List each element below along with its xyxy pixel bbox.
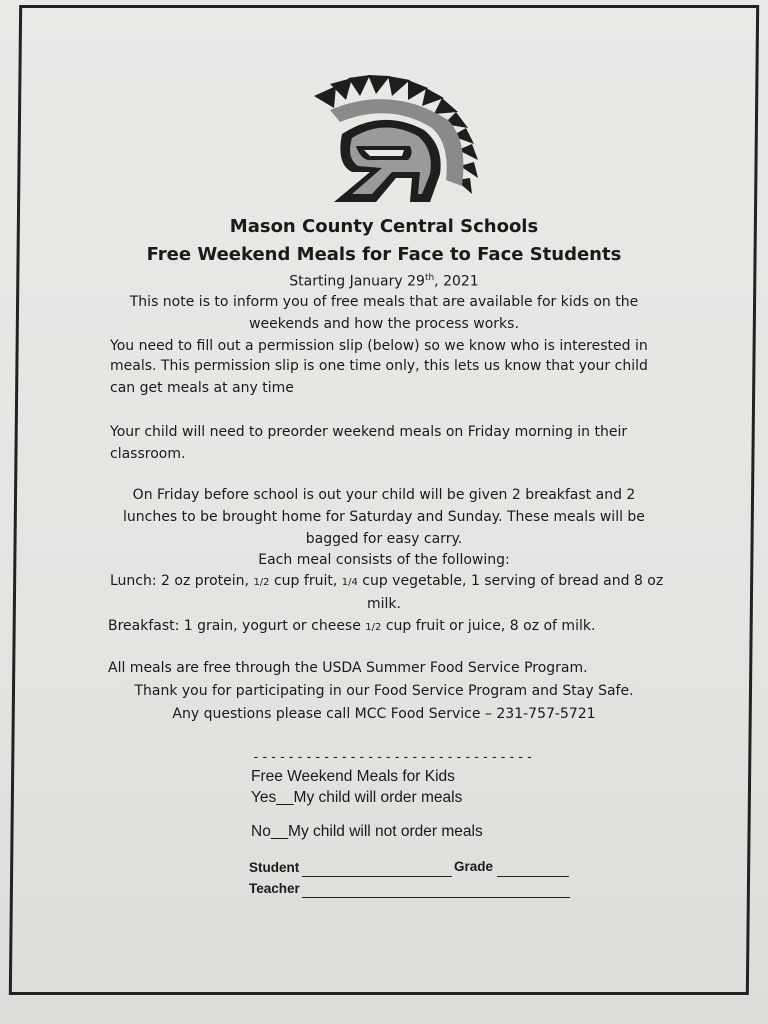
fraction-quarter: 1/4 — [341, 577, 358, 588]
breakfast-text-a: Breakfast: 1 grain, yogurt or cheese — [108, 618, 366, 634]
program-title: Free Weekend Meals for Face to Face Students — [146, 244, 622, 265]
closing-line-2: Thank you for participating in our Food Service Program and Stay Safe. — [134, 683, 634, 699]
closing-line-1: All meals are free through the USDA Summer Food Service Program. — [108, 660, 588, 676]
fraction-half-breakfast: 1/2 — [365, 622, 382, 633]
start-date-prefix: Starting January 29 — [289, 273, 425, 290]
permission-line-3: can get meals at any time — [110, 380, 294, 396]
intro-line-2: weekends and how the process works. — [249, 316, 519, 332]
closing-line-3: Any questions please call MCC Food Service – 231-757-5721 — [172, 706, 596, 722]
lunch-text-a: Lunch: 2 oz protein, — [110, 573, 254, 589]
cut-line: -------------------------------- — [252, 750, 535, 765]
lunch-continued: milk. — [367, 596, 401, 612]
permission-line-2: meals. This permission slip is one time only, this lets us know that your child — [110, 358, 648, 374]
teacher-field[interactable] — [302, 897, 570, 898]
lunch-text-b: cup fruit, — [269, 573, 342, 589]
student-field[interactable] — [302, 876, 452, 877]
friday-line-2: lunches to be brought home for Saturday and Sunday. These meals will be — [123, 509, 645, 525]
start-date-suffix: , 2021 — [434, 273, 479, 290]
grade-field[interactable] — [497, 876, 569, 877]
slip-heading: Free Weekend Meals for Kids — [251, 768, 455, 785]
breakfast-line — [108, 618, 595, 634]
fraction-half: 1/2 — [253, 577, 270, 588]
breakfast-text-b: cup fruit or juice, 8 oz of milk. — [381, 618, 596, 634]
school-name: Mason County Central Schools — [229, 216, 539, 237]
preorder-line-2: classroom. — [110, 446, 186, 462]
friday-line-1: On Friday before school is out your child will be given 2 breakfast and 2 — [132, 487, 636, 503]
friday-line-3: bagged for easy carry. — [305, 531, 463, 547]
spartan-helmet-logo — [312, 74, 488, 206]
student-label: Student — [249, 860, 300, 875]
lunch-line — [110, 573, 663, 589]
preorder-line-1: Your child will need to preorder weekend meals on Friday morning in their — [110, 424, 628, 440]
intro-line-1: This note is to inform you of free meals that are available for kids on the — [129, 294, 639, 310]
permission-line-1: You need to fill out a permission slip (below) so we know who is interested in — [110, 338, 648, 354]
start-date — [0, 273, 768, 290]
teacher-label: Teacher — [249, 881, 300, 896]
lunch-text-c: cup vegetable, 1 serving of bread and 8 oz — [357, 573, 664, 589]
meal-intro: Each meal consists of the following: — [258, 552, 510, 568]
grade-label: Grade — [454, 859, 494, 874]
start-date-sup: th — [424, 273, 435, 283]
yes-option: Yes__My child will order meals — [251, 789, 463, 806]
no-option: No__My child will not order meals — [251, 823, 483, 840]
